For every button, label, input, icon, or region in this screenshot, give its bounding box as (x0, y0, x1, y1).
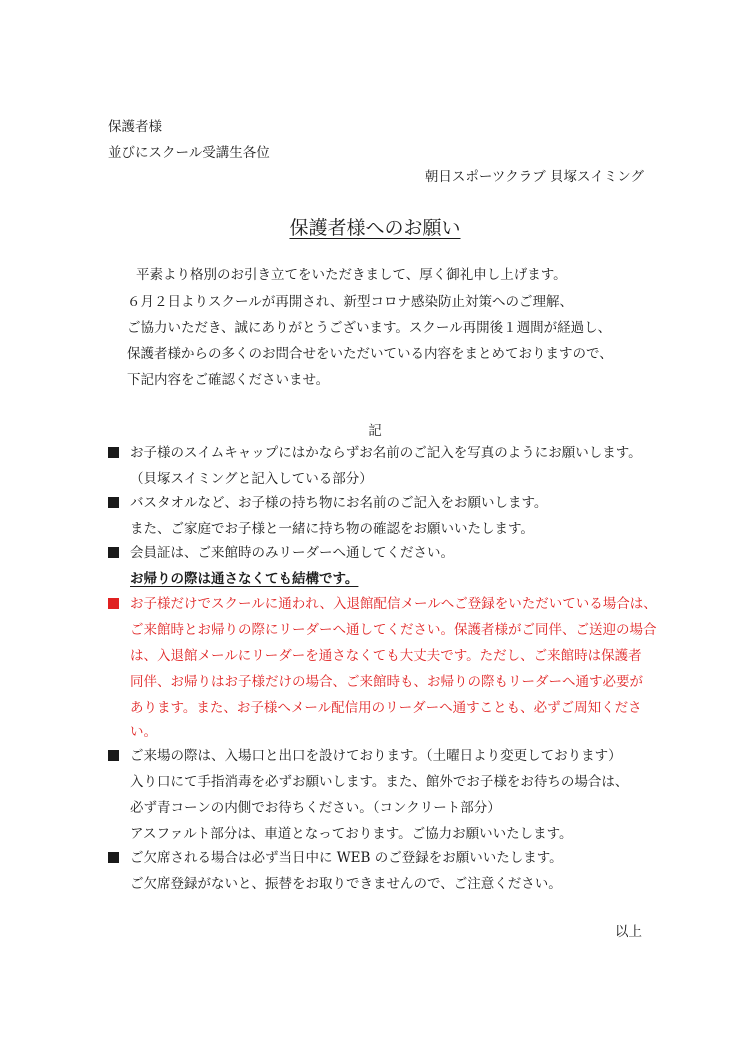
item-4-line-6: い。 (130, 724, 157, 740)
page-title: 保護者様へのお願い (289, 217, 461, 239)
item-5-line-1: ご来場の際は、入場口と出口を設けております。（土曜日より変更しております） (130, 748, 622, 764)
ki-heading: 記 (368, 423, 382, 439)
intro-line-5: 下記内容をご確認くださいませ。 (127, 372, 330, 388)
sender-name: 朝日スポーツクラブ 貝塚スイミング (424, 169, 644, 185)
item-6-line-1: ご欠席される場合は必ず当日中に WEB のご登録をお願いいたします。 (130, 850, 563, 866)
bullet-square-icon (108, 750, 119, 761)
bullet-square-icon (108, 447, 119, 458)
item-4-line-2: ご来館時とお帰りの際にリーダーへ通してください。保護者様がご同伴、ご送迎の場合 (130, 622, 657, 638)
item-5-line-4: アスファルト部分は、車道となっております。ご協力お願いいたします。 (130, 826, 573, 842)
item-6-line-2: ご欠席登録がないと、振替をお取りできませんので、ご注意ください。 (130, 876, 562, 892)
closing-word: 以上 (615, 924, 642, 940)
item-4-line-3: は、入退館メールにリーダーを通さなくても大丈夫です。ただし、ご来館時は保護者 (130, 648, 642, 664)
item-4-line-4: 同伴、お帰りはお子様だけの場合、ご来館時も、お帰りの際もリーダーへ通す必要が (130, 674, 643, 690)
intro-line-1: 平素より格別のお引き立てをいただきまして、厚く御礼申し上げます。 (136, 267, 567, 283)
bullet-square-icon (108, 497, 119, 508)
intro-line-3: ご協力いただき、誠にありがとうございます。スクール再開後１週間が経過し、 (127, 320, 612, 336)
item-5-line-2: 入り口にて手指消毒を必ずお願いします。また、館外でお子様をお待ちの場合は、 (130, 774, 629, 790)
intro-line-4: 保護者様からの多くのお問合せをいただいている内容をまとめておりますので、 (127, 346, 613, 362)
item-2-line-2: また、ご家庭でお子様と一緒に持ち物の確認をお願いいたします。 (130, 521, 534, 537)
item-3-note-underlined: お帰りの際は通さなくても結構です。 (130, 571, 359, 587)
bullet-square-icon (108, 852, 119, 863)
bullet-square-red-icon (108, 598, 119, 609)
item-5-line-3: 必ず青コーンの内側でお待ちください。（コンクリート部分） (130, 800, 501, 816)
item-4-line-1: お子様だけでスクールに通われ、入退館配信メールへご登録をいただいている場合は、 (130, 596, 657, 612)
recipient-line-2: 並びにスクール受講生各位 (108, 145, 270, 161)
item-3-line-1: 会員証は、ご来館時のみリーダーへ通してください。 (130, 545, 454, 561)
intro-line-2: ６月２日よりスクールが再開され、新型コロナ感染防止対策へのご理解、 (127, 294, 574, 310)
recipient-line-1: 保護者様 (108, 119, 162, 135)
item-1-line-1: お子様のスイムキャップにはかならずお名前のご記入を写真のようにお願いします。 (130, 445, 642, 461)
item-1-line-2: （貝塚スイミングと記入している部分） (130, 471, 373, 487)
bullet-square-icon (108, 547, 119, 558)
item-2-line-1: バスタオルなど、お子様の持ち物にお名前のご記入をお願いします。 (130, 495, 548, 511)
item-4-line-5: あります。また、お子様へメール配信用のリーダーへ通すことも、必ずご周知くださ (130, 700, 642, 716)
